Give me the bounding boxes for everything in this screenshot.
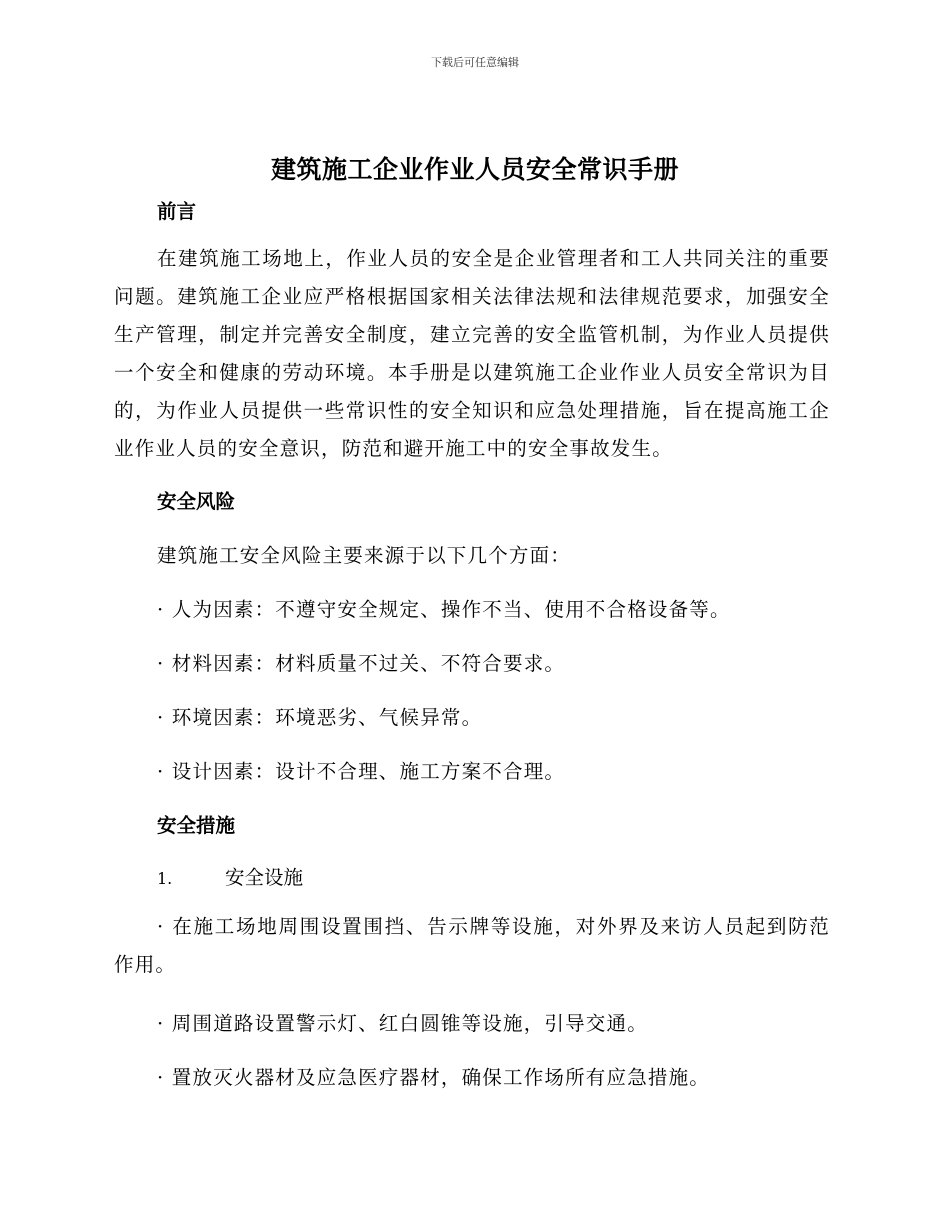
risk-intro: 建筑施工安全风险主要来源于以下几个方面： — [157, 544, 572, 567]
document-title: 建筑施工企业作业人员安全常识手册 — [270, 155, 679, 184]
measures-item-1-label: 安全设施 — [225, 866, 304, 889]
measures-bullet-traffic: · 周围道路设置警示灯、红白圆锥等设施，引导交通。 — [157, 1012, 648, 1035]
measures-item-1 — [157, 862, 303, 890]
risk-item-design: · 设计因素：设计不合理、施工方案不合理。 — [157, 760, 566, 783]
preface-heading: 前言 — [157, 200, 197, 223]
risk-item-environment: · 环境因素：环境恶劣、气候异常。 — [157, 706, 483, 729]
risk-item-material: · 材料因素：材料质量不过关、不符合要求。 — [157, 652, 566, 675]
risk-heading: 安全风险 — [157, 490, 236, 513]
measures-heading: 安全措施 — [157, 814, 236, 837]
page-header: 下载后可任意编辑 — [431, 56, 519, 69]
risk-item-human: · 人为因素：不遵守安全规定、操作不当、使用不合格设备等。 — [157, 598, 731, 621]
measures-bullet-fence: · 在施工场地周围设置围挡、告示牌等设施，对外界及来访人员起到防范作用。 — [114, 915, 830, 976]
preface-paragraph: 在建筑施工场地上，作业人员的安全是企业管理者和工人共同关注的重要问题。建筑施工企业应严格根据国家相关法律法规和法律规范要求，加强安全生产管理，制定并完善安全制度，建立完善的安全监管机制，为作业人员提供一个安全和健康的劳动环境。本手册是以建筑施工企业作业人员安全常识为目的，为作业人员提供一些常识性的安全知识和应急处理措施，旨在提高施工企业作业人员的安全意识，防范和避开施工中的安全事故发生。 — [114, 247, 830, 460]
measures-item-1-number: 1. — [157, 869, 173, 888]
measures-bullet-emergency: · 置放灭火器材及应急医疗器材，确保工作场所有应急措施。 — [157, 1066, 710, 1089]
